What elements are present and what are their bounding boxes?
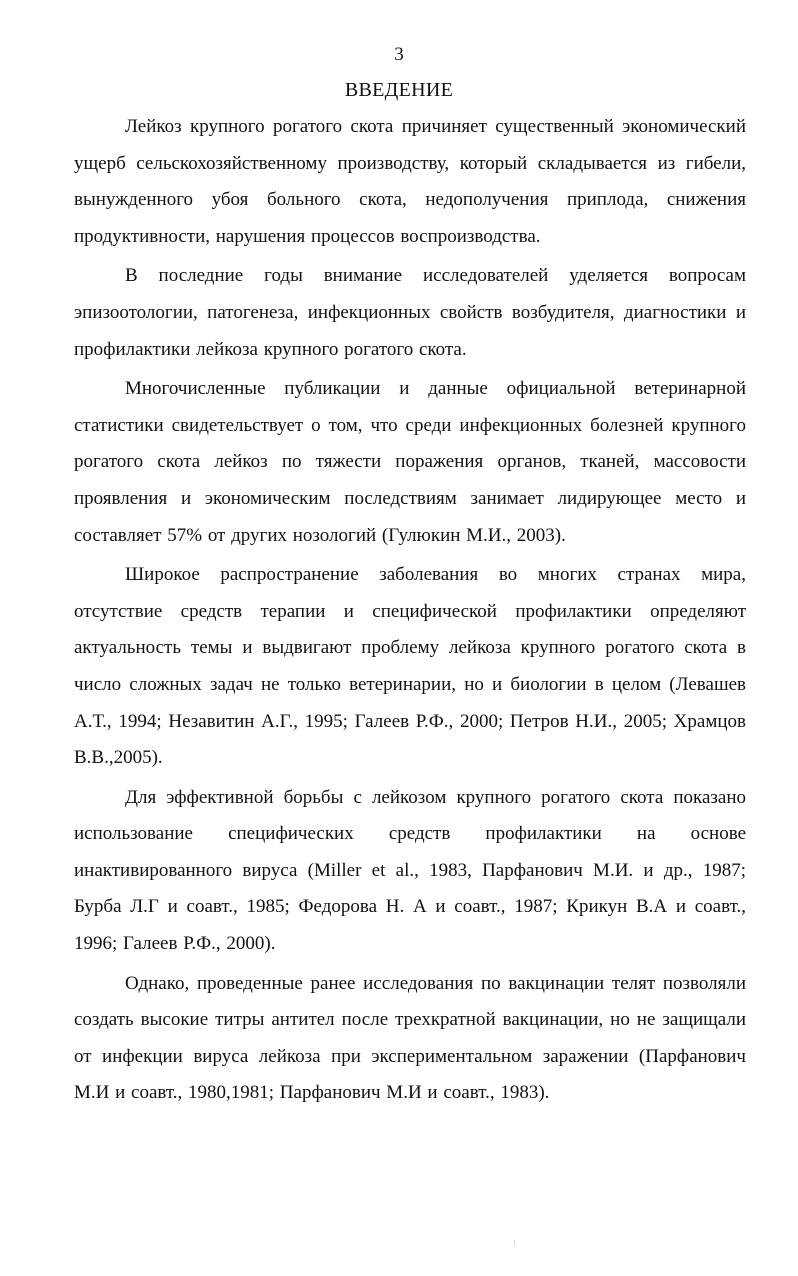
paragraph-3: Многочисленные публикации и данные официальной ветеринарной статистики свидетельствует о том, что среди инфекционных болезней крупного рогатого скота лейкоз по тяжести поражения органов, тканей, массовости проявления и экономическим последствиям занимает лидирующее место и составляет 57% от других нозологий (Гулюкин М.И., 2003).	[74, 378, 746, 546]
scan-artifact	[514, 1240, 515, 1246]
section-heading: ВВЕДЕНИЕ	[344, 79, 454, 101]
paragraph-4: Широкое распространение заболевания во многих странах мира, отсутствие средств терапии и специфической профилактики определяют актуальность темы и выдвигают проблему лейкоза крупного рогатого скота в число сложных задач не только ветеринарии, но и биологии в целом (Левашев А.Т., 1994; Незавитин А.Г., 1995; Галеев Р.Ф., 2000; Петров Н.И., 2005; Храмцов В.В.,2005).	[74, 564, 746, 769]
body-text	[74, 109, 746, 1115]
paragraph-6: Однако, проведенные ранее исследования по вакцинации телят позволяли создать высокие титры антител после трехкратной вакцинации, но не защищали от инфекции вируса лейкоза при экспериментальном заражении (Парфанович М.И и соавт., 1980,1981; Парфанович М.И и соавт., 1983).	[74, 972, 746, 1104]
paragraph-1: Лейкоз крупного рогатого скота причиняет существенный экономический ущерб сельскохозяйственному производству, который складывается из гибели, вынужденного убоя больного скота, недополучения приплода, снижения продуктивности, нарушения процессов воспроизводства.	[74, 116, 746, 247]
paragraph-2: В последние годы внимание исследователей уделяется вопросам эпизоотологии, патогенеза, инфекционных свойств возбудителя, диагностики и профилактики лейкоза крупного рогатого скота.	[74, 265, 746, 360]
paragraph-5: Для эффективной борьбы с лейкозом крупного рогатого скота показано использование специфических средств профилактики на основе инактивированного вируса (Miller et al., 1983, Парфанович М.И. и др., 1987; Бурба Л.Г и соавт., 1985; Федорова Н. А и соавт., 1987; Крикун В.А и соавт., 1996; Галеев Р.Ф., 2000).	[74, 786, 746, 955]
page-number: 3	[394, 44, 404, 65]
